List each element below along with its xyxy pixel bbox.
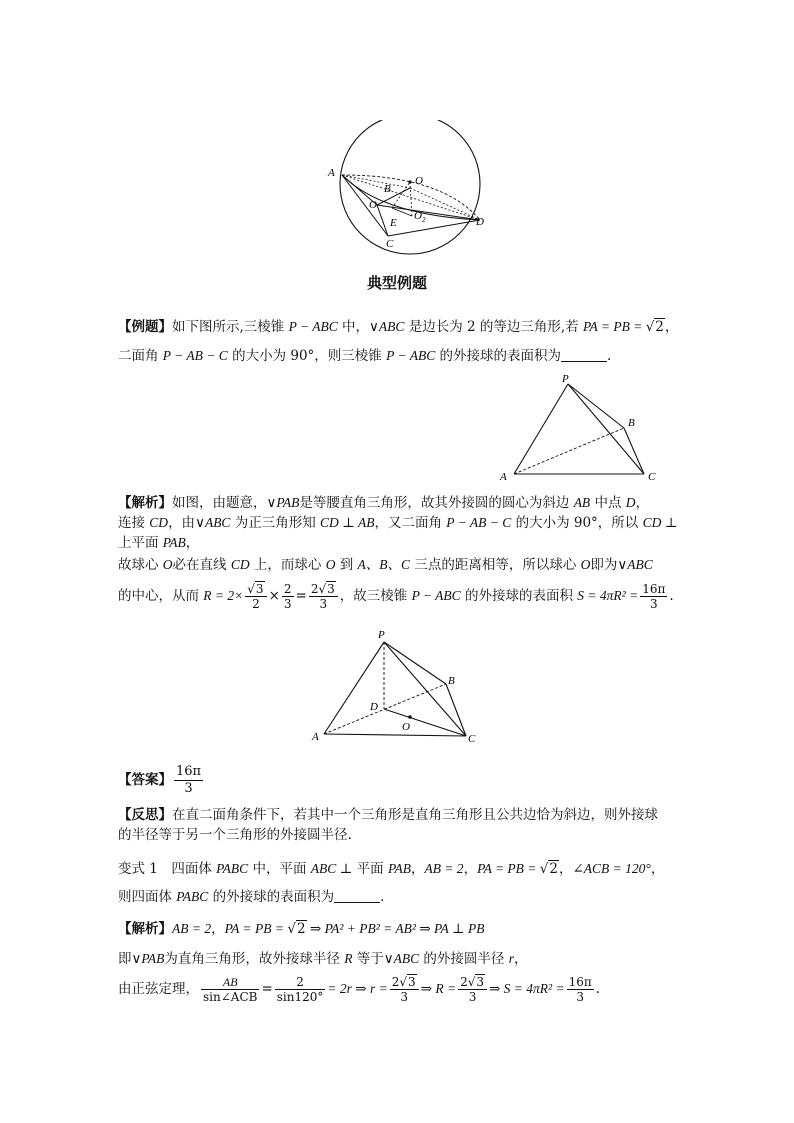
svg-text:C: C: [648, 471, 656, 483]
svg-text:D: D: [476, 216, 484, 228]
variant-line-2: 则四面体 PABC 的外接球的表面积为 .: [118, 889, 385, 905]
svg-text:B: B: [628, 417, 635, 429]
tetrahedron-figure-2: [310, 626, 482, 746]
svg-text:P: P: [562, 373, 569, 385]
svg-text:C: C: [468, 733, 476, 745]
svg-text:E: E: [390, 217, 397, 229]
solution2-line-2: 即∨PAB为直角三角形，故外接球半径 R 等于∨ABC 的外接圆半径 r，: [118, 951, 528, 967]
variant-line-1: 变式 1 四面体 PABC 中，平面 ABC ⊥ 平面 PAB，AB = 2，PA = PB = √2，∠ACB = 120°，: [118, 861, 665, 877]
reflection-line-2: 的半径等于另一个三角形的外接圆半径.: [118, 827, 352, 843]
svg-text:A: A: [328, 167, 335, 179]
section-title: 典型例题: [366, 274, 427, 292]
svg-text:O: O: [414, 210, 422, 222]
svg-text:P: P: [378, 629, 385, 641]
svg-text:A: A: [500, 471, 507, 483]
svg-text:A: A: [312, 731, 319, 743]
solution1-line-2: 连接 CD，由∨ABC 为正三角形知 CD ⊥ AB，又二面角 P − AB − C 的大小为 90°，所以 CD ⊥: [118, 515, 678, 531]
example-line-2: 二面角 P − AB − C 的大小为 90°，则三棱锥 P − ABC 的外接球的表面积为 .: [118, 348, 612, 364]
tetrahedron-figure-1: [496, 372, 666, 484]
sphere-figure: [322, 120, 492, 260]
svg-text:C: C: [386, 238, 394, 250]
svg-text:2: 2: [422, 216, 426, 224]
svg-text:O: O: [369, 199, 377, 211]
solution1-line-5: 的中心，从而 R = 2× $\frac{√3}{2}$ × $\frac{2}{3}$ = $\frac{2√3}{3}$ ，故三棱锥 P − ABC 的外接球的表面积 S = 4πR² = $\frac{16\pi}{3}$ .: [118, 582, 674, 611]
example-line-1: 【例题】如下图所示,三棱锥 P − ABC 中，∨ABC 是边长为 2 的等边三角形,若 PA = PB = √2，: [118, 319, 679, 335]
svg-text:D: D: [370, 701, 378, 713]
svg-text:B: B: [448, 675, 455, 687]
solution1-line-3: 上平面 PAB，: [118, 535, 200, 551]
svg-text:B: B: [384, 183, 391, 195]
answer-blank: [561, 347, 607, 362]
solution1-line-1: 【解析】如图，由题意，∨PAB是等腰直角三角形，故其外接圆的圆心为斜边 AB 中点 D，: [118, 495, 650, 511]
svg-text:O: O: [402, 721, 410, 733]
solution2-line-1: 【解析】AB = 2，PA = PB = √2 ⇒ PA² + PB² = AB² ⇒ PA ⊥ PB: [118, 921, 485, 937]
variant-answer-blank: [334, 888, 380, 903]
solution2-line-3: 由正弦定理， AB sin∠ACB = $\frac{2}{\sin 120^\circ}$ = 2r ⇒ r = $\frac{2√3}{3}$ ⇒ R = $\frac{2√3}{3}$ ⇒ S = 4πR² = $\frac{16\pi}{3}$ .: [118, 975, 601, 1004]
solution1-line-4: 故球心 O必在直线 CD 上，而球心 O 到 A、B、C 三点的距离相等，所以球心 O即为∨ABC: [118, 557, 653, 573]
reflection-line-1: 【反思】在直二面角条件下，若其中一个三角形是直角三角形且公共边恰为斜边，则外接球: [118, 807, 658, 823]
answer-line: 【答案】 $\frac{16\pi}{3}$: [118, 764, 202, 796]
svg-text:O: O: [415, 175, 423, 187]
